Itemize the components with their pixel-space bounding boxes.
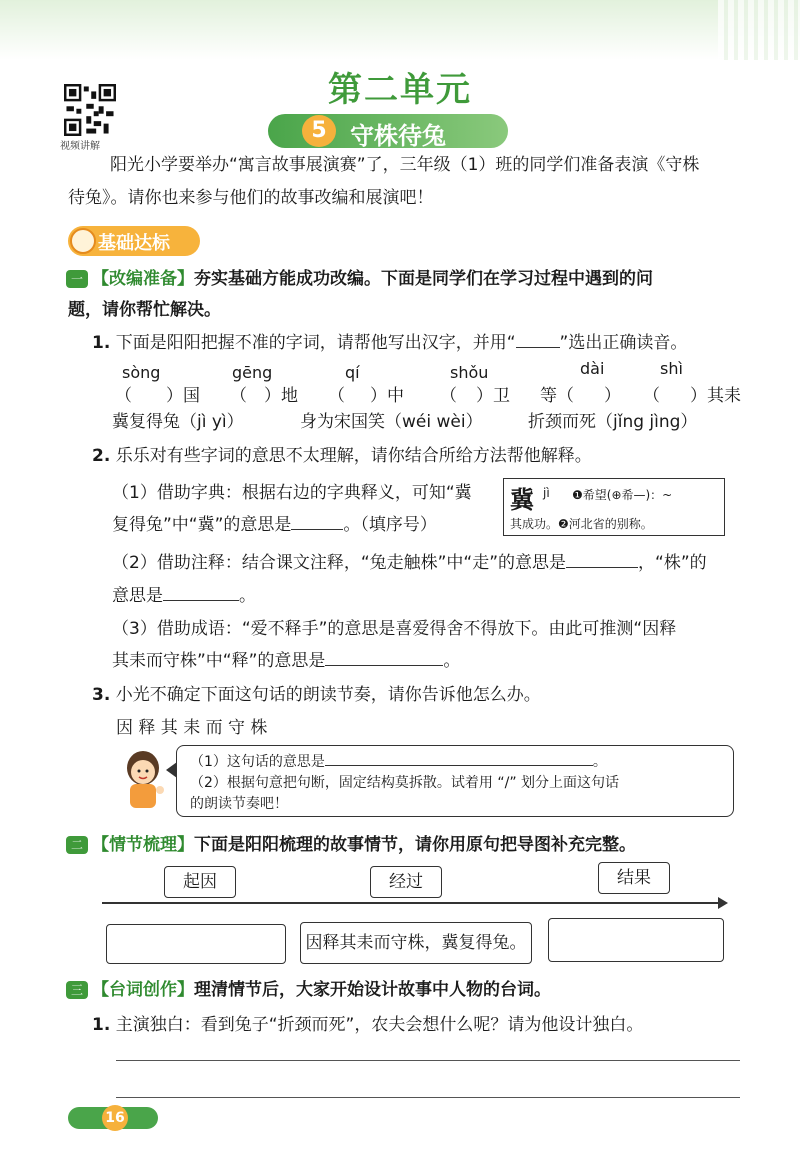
bubble-text-1a: （1）这句话的意思是 bbox=[190, 754, 325, 770]
part2-title: 下面是阳阳梳理的故事情节，请你用原句把导图补充完整。 bbox=[194, 835, 636, 855]
q2-sub2-line1 bbox=[112, 548, 707, 578]
q2-sub1-text-b: 。（填序号） bbox=[343, 515, 437, 535]
q2-sub3-line1: （3）借助成语：“爱不释手”的意思是喜爱得舍不得放下。由此可推测“因释 bbox=[112, 619, 677, 639]
choice-1: 冀复得兔（jì yì） bbox=[112, 412, 244, 432]
q2-sub2-text-b: ，“株”的 bbox=[638, 553, 707, 573]
blank-open-1: （ bbox=[115, 386, 132, 406]
top-band bbox=[0, 0, 800, 60]
part3-q1-text: 主演独白：看到兔子“折颈而死”，农夫会想什么呢？请为他设计独白。 bbox=[115, 1015, 644, 1035]
answer-line-1[interactable] bbox=[116, 1060, 740, 1061]
q2-sub1-line2 bbox=[112, 510, 437, 540]
part1-tag: 【改编准备】 bbox=[92, 269, 194, 289]
q2-sub3-line2 bbox=[112, 646, 460, 676]
bubble-line-2: （2）根据句意把句断，固定结构莫拆散。试着用 “/” 划分上面这句话 bbox=[190, 775, 620, 791]
page-number: 16 bbox=[102, 1105, 128, 1131]
q2-sub1-answer-blank[interactable] bbox=[291, 529, 343, 530]
blank-close-6: ）其耒 bbox=[690, 386, 741, 406]
part2-tag: 【情节梳理】 bbox=[92, 835, 194, 855]
part1-number-icon: 一 bbox=[66, 270, 88, 288]
part3-number-icon: 三 bbox=[66, 981, 88, 999]
q2-sub1-text-a: 复得兔”中“冀”的意思是 bbox=[112, 515, 292, 535]
q2-sub3-answer-blank[interactable] bbox=[325, 665, 443, 666]
q3-sentence: 因 释 其 耒 而 守 株 bbox=[116, 718, 268, 738]
bubble-pointer bbox=[166, 762, 177, 778]
lesson-title: 守株待兔 bbox=[350, 122, 446, 150]
part2-heading bbox=[92, 830, 636, 860]
pinyin-6: shì bbox=[660, 359, 683, 378]
q2-sub2-text-a: （2）借助注释：结合课文注释，“兔走触株”中“走”的意思是 bbox=[112, 553, 567, 573]
part3-q1 bbox=[92, 1010, 643, 1040]
blank-open-3: （ bbox=[328, 386, 345, 406]
intro-line-1: 阳光小学要举办“寓言故事展演赛”了，三年级（1）班的同学们准备表演《守株 bbox=[110, 155, 700, 175]
q1-text-b: ”选出正确读音。 bbox=[559, 333, 688, 353]
bubble-line-3: 的朗读节奏吧！ bbox=[190, 796, 288, 812]
blank-open-2: （ bbox=[230, 386, 247, 406]
page-edge-stripes bbox=[718, 0, 800, 60]
answer-line-2[interactable] bbox=[116, 1097, 740, 1098]
blank-close-2: ）地 bbox=[264, 386, 298, 406]
choice-3: 折颈而死（jǐng jìng） bbox=[528, 412, 698, 432]
part3-tag: 【台词创作】 bbox=[92, 980, 194, 1000]
q1-underline-mark bbox=[516, 347, 560, 348]
q2-sub2-answer-blank-2[interactable] bbox=[163, 600, 239, 601]
pinyin-2: gēng bbox=[232, 363, 273, 382]
q2-sub2-text-c: 意思是 bbox=[112, 586, 163, 606]
timeline-line bbox=[102, 902, 722, 904]
student-illustration bbox=[120, 748, 166, 810]
pinyin-5: dài bbox=[580, 359, 605, 378]
bubble-line-1 bbox=[190, 751, 607, 771]
blank-close-1: ）国 bbox=[166, 386, 200, 406]
flow-label-cause: 起因 bbox=[164, 866, 236, 898]
q2-sub3-text-a: 其耒而守株”中“释”的意思是 bbox=[112, 651, 326, 671]
q2-sub2-text-d: 。 bbox=[239, 586, 256, 606]
q2-text: 乐乐对有些字词的意思不太理解，请你结合所给方法帮他解释。 bbox=[115, 446, 592, 466]
qr-caption: 视频讲解 bbox=[60, 141, 100, 152]
flow-label-result: 结果 bbox=[598, 862, 670, 894]
flow-box-cause[interactable] bbox=[106, 924, 286, 964]
bubble-text-1b: 。 bbox=[592, 754, 607, 770]
flow-box-process: 因释其耒而守株，冀复得兔。 bbox=[300, 922, 532, 964]
unit-title: 第二单元 bbox=[328, 70, 472, 110]
blank-close-3: ）中 bbox=[370, 386, 404, 406]
part1-heading bbox=[92, 264, 653, 294]
blank-open-5: 等（ bbox=[540, 386, 574, 406]
q3-meaning-blank[interactable] bbox=[325, 765, 593, 766]
pinyin-4: shǒu bbox=[450, 363, 489, 382]
blank-open-6: （ bbox=[643, 386, 660, 406]
q3-number: 3. bbox=[92, 685, 111, 705]
lesson-number: 5 bbox=[302, 115, 336, 147]
blank-close-5: ） bbox=[604, 386, 621, 406]
flow-box-result[interactable] bbox=[548, 918, 724, 962]
intro-line-2: 待兔》。请你也来参与他们的故事改编和展演吧！ bbox=[68, 188, 434, 208]
q2-prompt bbox=[92, 441, 592, 471]
pinyin-3: qí bbox=[345, 363, 360, 382]
q3-text: 小光不确定下面这句话的朗读节奏，请你告诉他怎么办。 bbox=[115, 685, 541, 705]
q2-sub1-line1: （1）借助字典：根据右边的字典释义，可知“冀 bbox=[112, 483, 472, 503]
part3-heading bbox=[92, 975, 551, 1005]
q1-text-a: 下面是阳阳把握不准的字词，请帮他写出汉字，并用“ bbox=[115, 333, 516, 353]
part3-title: 理清情节后，大家开始设计故事中人物的台词。 bbox=[194, 980, 551, 1000]
blank-open-4: （ bbox=[440, 386, 457, 406]
dict-def-1: ❶希望(⊕希—)：~ bbox=[572, 488, 673, 502]
dict-def-2: 其成功。❷河北省的别称。 bbox=[510, 517, 653, 531]
part1-title-line2: 题，请你帮忙解决。 bbox=[68, 300, 221, 320]
choice-2: 身为宋国笑（wéi wèi） bbox=[300, 412, 483, 432]
q2-number: 2. bbox=[92, 446, 111, 466]
part3-q1-number: 1. bbox=[92, 1015, 111, 1035]
flow-label-process: 经过 bbox=[370, 866, 442, 898]
q1-number: 1. bbox=[92, 333, 111, 353]
q2-sub3-text-b: 。 bbox=[443, 651, 461, 671]
q1-prompt bbox=[92, 328, 687, 358]
timeline-arrow-icon bbox=[718, 897, 728, 909]
part2-number-icon: 二 bbox=[66, 836, 88, 854]
medal-icon bbox=[70, 228, 96, 254]
dict-char: 冀 bbox=[510, 486, 534, 514]
pinyin-1: sòng bbox=[122, 363, 161, 382]
q3-prompt bbox=[92, 680, 541, 710]
section-badge-label: 基础达标 bbox=[98, 233, 170, 254]
q2-sub2-line2 bbox=[112, 581, 256, 611]
blank-close-4: ）卫 bbox=[476, 386, 510, 406]
part1-title-line1: 夯实基础方能成功改编。下面是同学们在学习过程中遇到的问 bbox=[194, 269, 653, 289]
q2-sub2-answer-blank-1[interactable] bbox=[566, 567, 638, 568]
dict-pinyin: jì bbox=[543, 486, 550, 500]
